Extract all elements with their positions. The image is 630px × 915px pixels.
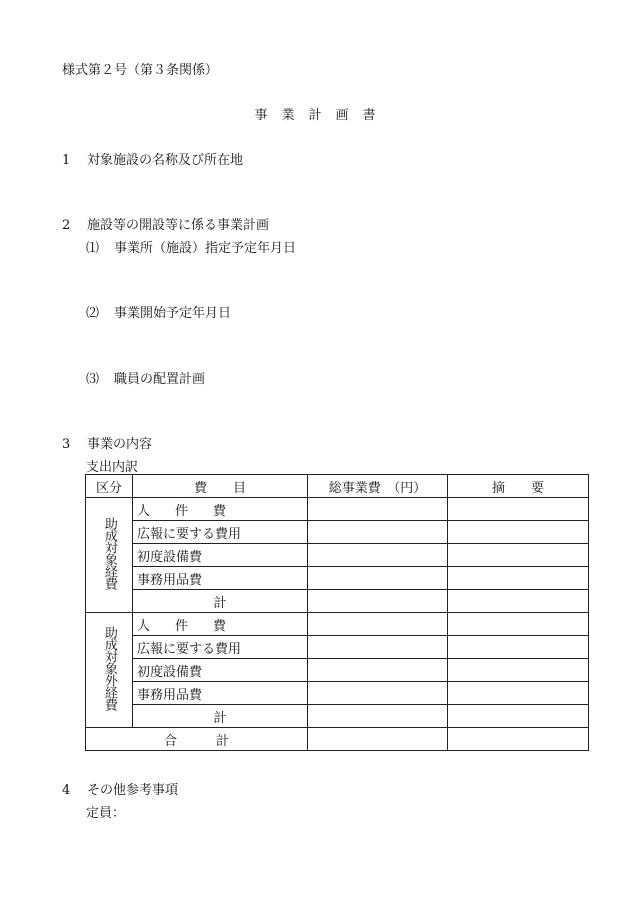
- header-category: 区分: [86, 475, 133, 498]
- cost-input-cell[interactable]: [308, 498, 448, 521]
- subtotal-row: [86, 705, 589, 728]
- table-row: [86, 544, 589, 567]
- section-number: 4: [62, 783, 71, 798]
- section-4-heading: [62, 779, 178, 798]
- item-cell: 広報に要する費用: [133, 521, 308, 544]
- cost-input-cell[interactable]: [308, 659, 448, 682]
- section-number: 2: [62, 218, 71, 233]
- remarks-input-cell[interactable]: [448, 659, 589, 682]
- remarks-input-cell[interactable]: [448, 544, 589, 567]
- table-row: [86, 567, 589, 590]
- cost-input-cell[interactable]: [308, 682, 448, 705]
- table-header-row: [86, 475, 589, 498]
- item-cell: 事務用品費: [133, 682, 308, 705]
- item-cell: 人 件 費: [133, 613, 308, 636]
- total-label: 合 計: [86, 728, 308, 751]
- item-cell: 初度設備費: [133, 544, 308, 567]
- header-remarks: 摘 要: [448, 475, 589, 498]
- category-label: 助成対象経費: [101, 517, 117, 589]
- subsection-2-1: [86, 237, 296, 256]
- subsection-number: ⑵: [86, 306, 100, 321]
- item-cell: 広報に要する費用: [133, 636, 308, 659]
- subsection-text: 職員の配置計画: [114, 372, 206, 387]
- header-total-cost: 総事業費 （円）: [308, 475, 448, 498]
- cost-input-cell[interactable]: [308, 521, 448, 544]
- remarks-input-cell[interactable]: [448, 682, 589, 705]
- category-label: 助成対象外経費: [101, 626, 117, 710]
- item-cell: 人 件 費: [133, 498, 308, 521]
- expense-table: [85, 474, 589, 751]
- table-row: [86, 636, 589, 659]
- cost-input-cell[interactable]: [308, 544, 448, 567]
- subtotal-label: 計: [133, 590, 308, 613]
- subsection-number: ⑶: [86, 372, 100, 387]
- subsection-number: ⑴: [86, 241, 100, 256]
- item-cell: 事務用品費: [133, 567, 308, 590]
- remarks-input-cell[interactable]: [448, 590, 589, 613]
- cost-input-cell[interactable]: [308, 636, 448, 659]
- table-row: [86, 682, 589, 705]
- section-number: 1: [62, 153, 71, 168]
- section-2-heading: [62, 214, 269, 233]
- subtotal-row: [86, 590, 589, 613]
- cost-input-cell[interactable]: [308, 567, 448, 590]
- table-row: [86, 613, 589, 636]
- section-text: 事業の内容: [87, 437, 153, 452]
- section-3-heading: [62, 433, 152, 452]
- document-title: 事業計画書: [254, 108, 390, 123]
- remarks-input-cell[interactable]: [448, 728, 589, 751]
- remarks-input-cell[interactable]: [448, 498, 589, 521]
- section-text: 対象施設の名称及び所在地: [87, 153, 244, 168]
- form-number: 様式第２号（第３条関係）: [62, 63, 219, 78]
- section-text: 施設等の開設等に係る事業計画: [87, 218, 270, 233]
- subsection-text: 事業所（施設）指定予定年月日: [114, 241, 297, 256]
- capacity-label: 定員：: [86, 806, 126, 821]
- remarks-input-cell[interactable]: [448, 613, 589, 636]
- subtotal-label: 計: [133, 705, 308, 728]
- subsection-2-2: [86, 302, 231, 321]
- table-row: [86, 498, 589, 521]
- remarks-input-cell[interactable]: [448, 521, 589, 544]
- category-cell: [86, 613, 133, 728]
- remarks-input-cell[interactable]: [448, 705, 589, 728]
- remarks-input-cell[interactable]: [448, 636, 589, 659]
- table-row: [86, 521, 589, 544]
- cost-input-cell[interactable]: [308, 590, 448, 613]
- remarks-input-cell[interactable]: [448, 567, 589, 590]
- expense-breakdown-label: 支出内訳: [86, 460, 139, 475]
- cost-input-cell[interactable]: [308, 613, 448, 636]
- cost-input-cell[interactable]: [308, 705, 448, 728]
- table-row: [86, 659, 589, 682]
- section-text: その他参考事項: [87, 783, 179, 798]
- total-row: [86, 728, 589, 751]
- subsection-text: 事業開始予定年月日: [114, 306, 232, 321]
- section-1-heading: [62, 149, 243, 168]
- header-item: 費 目: [133, 475, 308, 498]
- item-cell: 初度設備費: [133, 659, 308, 682]
- category-cell: [86, 498, 133, 613]
- subsection-2-3: [86, 368, 205, 387]
- section-number: 3: [62, 437, 71, 452]
- cost-input-cell[interactable]: [308, 728, 448, 751]
